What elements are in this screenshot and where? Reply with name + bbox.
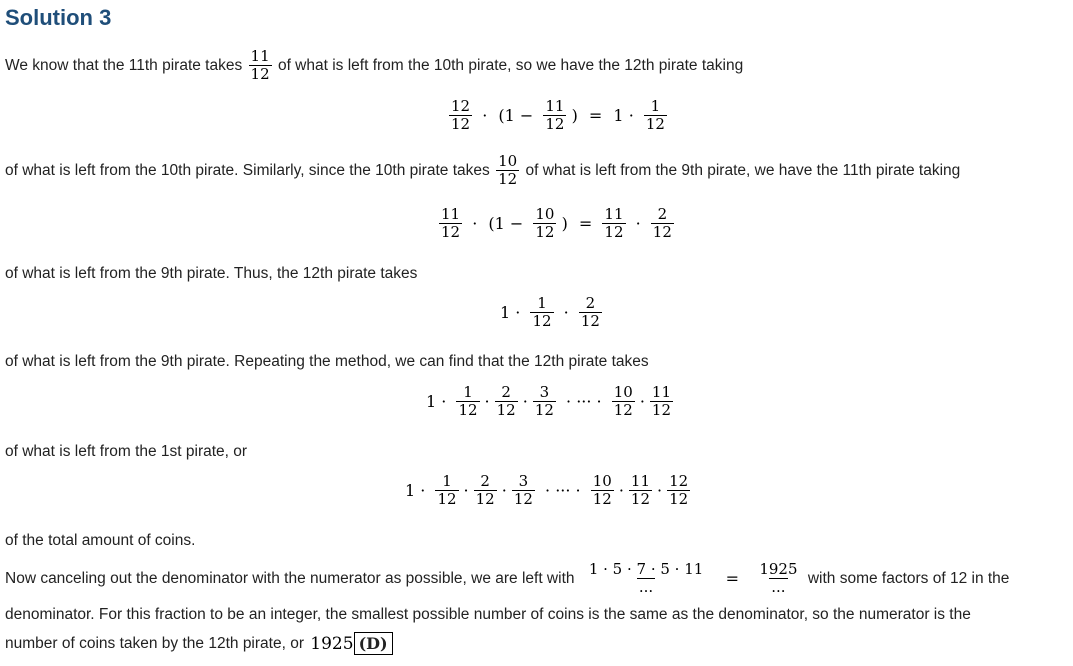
fraction-product: $\frac{1 \cdot 5 \cdot 7 \cdot 5 \cdot 11}{...}$	[588, 560, 704, 596]
fraction-10-12: $\frac{10}{12}$	[498, 152, 518, 188]
dot-operator: ·	[484, 392, 490, 411]
eq4-fracs	[454, 383, 557, 419]
fraction: $\frac{1}{12}$	[437, 472, 457, 508]
paragraph-7: Now canceling out the denominator with the numerator as possible, we are left with $\frac{1 \cdot 5 \cdot 7 \cdot 5 \cdot 11}{...}$ = $\frac{1925}{...}$ with some factors of 12 in the	[5, 560, 1010, 596]
answer-box: (D)	[354, 632, 393, 655]
fraction: $\frac{3}{12}$	[513, 472, 533, 508]
paragraph-6: of the total amount of coins.	[5, 532, 196, 549]
fraction: $\frac{10}{12}$	[613, 383, 633, 419]
fraction: $\frac{1}{12}$	[458, 383, 478, 419]
equation-2: $\frac{11}{12}$ · (1 − $\frac{10}{12}$ ) = $\frac{11}{12}$ · $\frac{2}{12}$	[441, 205, 672, 241]
equation-3: 1 · $\frac{1}{12}$ · $\frac{2}{12}$	[500, 294, 600, 330]
fraction: $\frac{11}{12}$	[651, 383, 671, 419]
text: of what is left from the 10th pirate, so we have the 12th pirate taking	[277, 56, 744, 74]
fraction-11-12: $\frac{11}{12}$	[250, 47, 270, 83]
fraction: $\frac{12}{12}$	[669, 472, 689, 508]
dot-operator: ·	[522, 392, 528, 411]
equation-1: $\frac{12}{12}$ · (1 − $\frac{11}{12}$ ) = 1 · $\frac{1}{12}$	[451, 97, 665, 133]
dot-operator: ·	[501, 481, 507, 500]
paragraph-3: of what is left from the 9th pirate. Thus, the 12th pirate takes	[5, 265, 418, 282]
fraction: $\frac{2}{12}$	[475, 472, 495, 508]
paragraph-9: number of coins taken by the 12th pirate, or 1925 (D)	[5, 632, 393, 655]
equation-5: 1 · $\frac{1}{12}$ · $\frac{2}{12}$ · $\frac{3}{12}$ · ··· · $\frac{10}{12}$ · $\frac{11}{12}$ · $\frac{12}{12}$	[402, 473, 692, 508]
text: We know that the 11th pirate takes	[5, 56, 243, 74]
dot-operator: ·	[618, 481, 624, 500]
fraction: $\frac{3}{12}$	[534, 383, 554, 419]
dot-operator: ·	[657, 481, 663, 500]
paragraph-4: of what is left from the 9th pirate. Repeating the method, we can find that the 12th pirate takes	[5, 353, 649, 370]
paragraph-2: of what is left from the 10th pirate. Similarly, since the 10th pirate takes $\frac{10}{12}$ of what is left from the 9th pirate, we have the 11th pirate taking	[5, 152, 961, 188]
paragraph-8: denominator. For this fraction to be an integer, the smallest possible number of coins is the same as the denominator, so the numerator is the	[5, 606, 971, 623]
page-title: Solution 3	[5, 5, 112, 30]
dot-operator: ·	[463, 481, 469, 500]
fraction: $\frac{2}{12}$	[496, 383, 516, 419]
equation-4: 1 · $\frac{1}{12}$ · $\frac{2}{12}$ · $\frac{3}{12}$ · ··· · $\frac{10}{12}$ · $\frac{11}{12}$	[423, 384, 675, 419]
eq5-fracs	[433, 472, 536, 508]
dot-operator: ·	[639, 392, 645, 411]
fraction: $\frac{11}{12}$	[630, 472, 650, 508]
eq5-fracs2	[589, 472, 692, 508]
paragraph-5: of what is left from the 1st pirate, or	[5, 443, 248, 460]
eq4-fracs2	[610, 383, 675, 419]
fraction: $\frac{10}{12}$	[592, 472, 612, 508]
fraction-1925: $\frac{1925}{...}$	[759, 560, 798, 596]
paragraph-1	[5, 48, 743, 83]
answer-value: 1925	[310, 633, 354, 654]
